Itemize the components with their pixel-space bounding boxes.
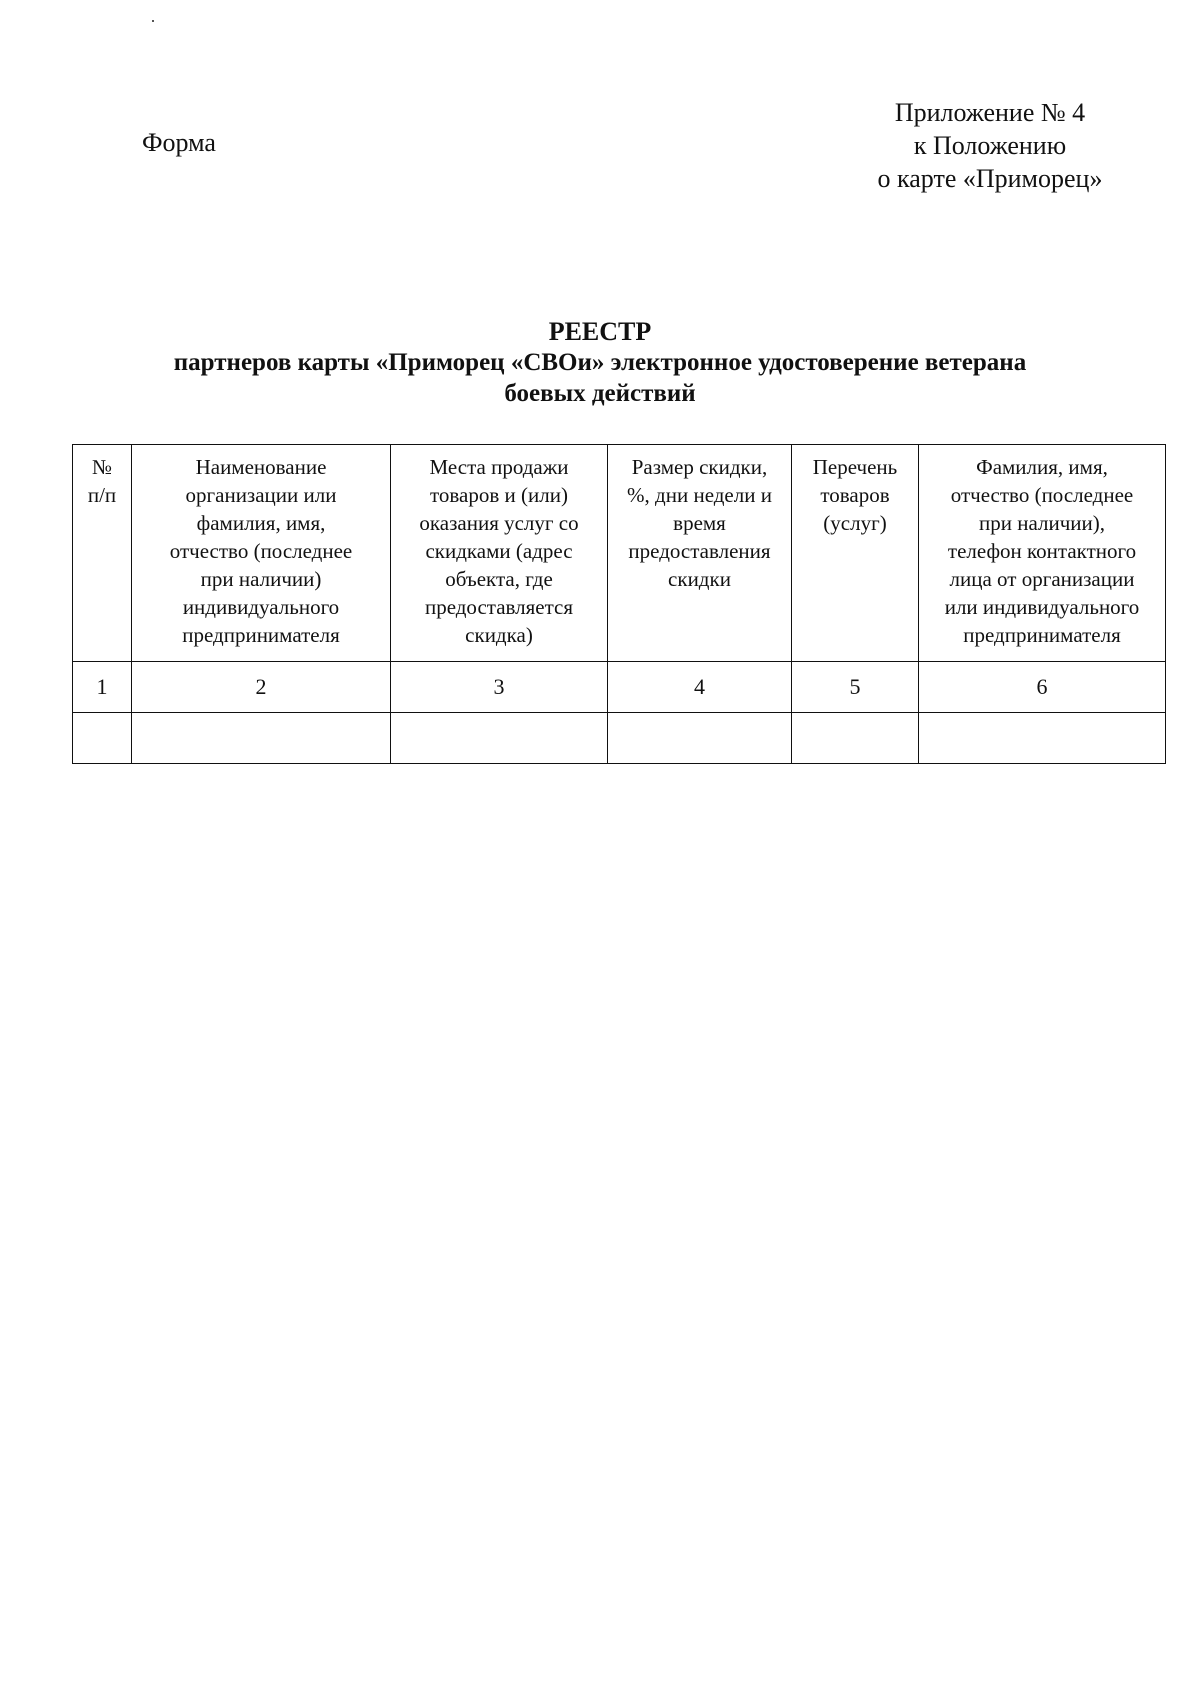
empty-cell xyxy=(132,713,391,764)
empty-cell xyxy=(792,713,919,764)
header-cell-contact-person xyxy=(919,445,1166,662)
header-cell-sale-places xyxy=(391,445,608,662)
header-line: лица от организации xyxy=(949,567,1135,591)
header-cell-goods-list xyxy=(792,445,919,662)
scan-speck xyxy=(152,20,154,22)
header-line: объекта, где xyxy=(445,567,553,591)
header-line: Места продажи xyxy=(429,455,569,479)
header-cell-number xyxy=(73,445,132,662)
header-line: № xyxy=(91,455,113,479)
header-line: или индивидуального xyxy=(944,595,1140,619)
header-line: предоставления xyxy=(628,539,771,563)
header-line: товаров xyxy=(820,483,890,507)
table-header-row xyxy=(73,445,1166,662)
column-number-cell: 4 xyxy=(608,662,792,713)
empty-data-row xyxy=(73,713,1166,764)
header-line: Фамилия, имя, xyxy=(976,455,1108,479)
header-line: отчество (последнее xyxy=(169,539,353,563)
header-line: предоставляется xyxy=(424,595,574,619)
registry-table xyxy=(72,444,1166,764)
header-line: при наличии), xyxy=(979,511,1105,535)
appendix-line-card: о карте «Приморец» xyxy=(877,164,1103,193)
appendix-line-number: Приложение № 4 xyxy=(894,98,1086,127)
header-line: предпринимателя xyxy=(963,623,1121,647)
header-line: скидка) xyxy=(465,623,533,647)
appendix-line-regulation: к Положению xyxy=(913,131,1067,160)
header-line: Размер скидки, xyxy=(631,455,768,479)
document-title xyxy=(72,316,1128,409)
empty-cell xyxy=(73,713,132,764)
column-number-row xyxy=(73,662,1166,713)
header-line: (услуг) xyxy=(823,511,887,535)
header-cell-organization xyxy=(132,445,391,662)
empty-cell xyxy=(391,713,608,764)
header-cell-discount-size xyxy=(608,445,792,662)
header-line: предпринимателя xyxy=(182,623,340,647)
empty-cell xyxy=(919,713,1166,764)
form-label: Форма xyxy=(142,128,216,157)
header-line: скидками (адрес xyxy=(425,539,573,563)
header-line: товаров и (или) xyxy=(430,483,568,507)
header-line: время xyxy=(673,511,726,535)
header-line: Наименование xyxy=(195,455,327,479)
title-subtitle-line1: партнеров карты «Приморец «СВОи» электронное удостоверение ветерана xyxy=(173,349,1027,376)
header-line: Перечень xyxy=(812,455,898,479)
header-line: при наличии) xyxy=(200,567,322,591)
header-line: индивидуального xyxy=(182,595,340,619)
header-line: скидки xyxy=(668,567,731,591)
header-line: организации или xyxy=(185,483,337,507)
column-number-cell: 2 xyxy=(132,662,391,713)
header-line: отчество (последнее xyxy=(950,483,1134,507)
header-line: %, дни недели и xyxy=(627,483,772,507)
title-main: РЕЕСТР xyxy=(548,317,652,346)
header-line: телефон контактного xyxy=(947,539,1137,563)
column-number-cell: 1 xyxy=(73,662,132,713)
column-number-cell: 3 xyxy=(391,662,608,713)
title-subtitle-line2: боевых действий xyxy=(504,380,696,407)
column-number-cell: 5 xyxy=(792,662,919,713)
column-number-cell: 6 xyxy=(919,662,1166,713)
header-line: п/п xyxy=(87,483,117,507)
appendix-block xyxy=(840,96,1140,195)
header-line: фамилия, имя, xyxy=(196,511,326,535)
empty-cell xyxy=(608,713,792,764)
header-line: оказания услуг со xyxy=(419,511,579,535)
